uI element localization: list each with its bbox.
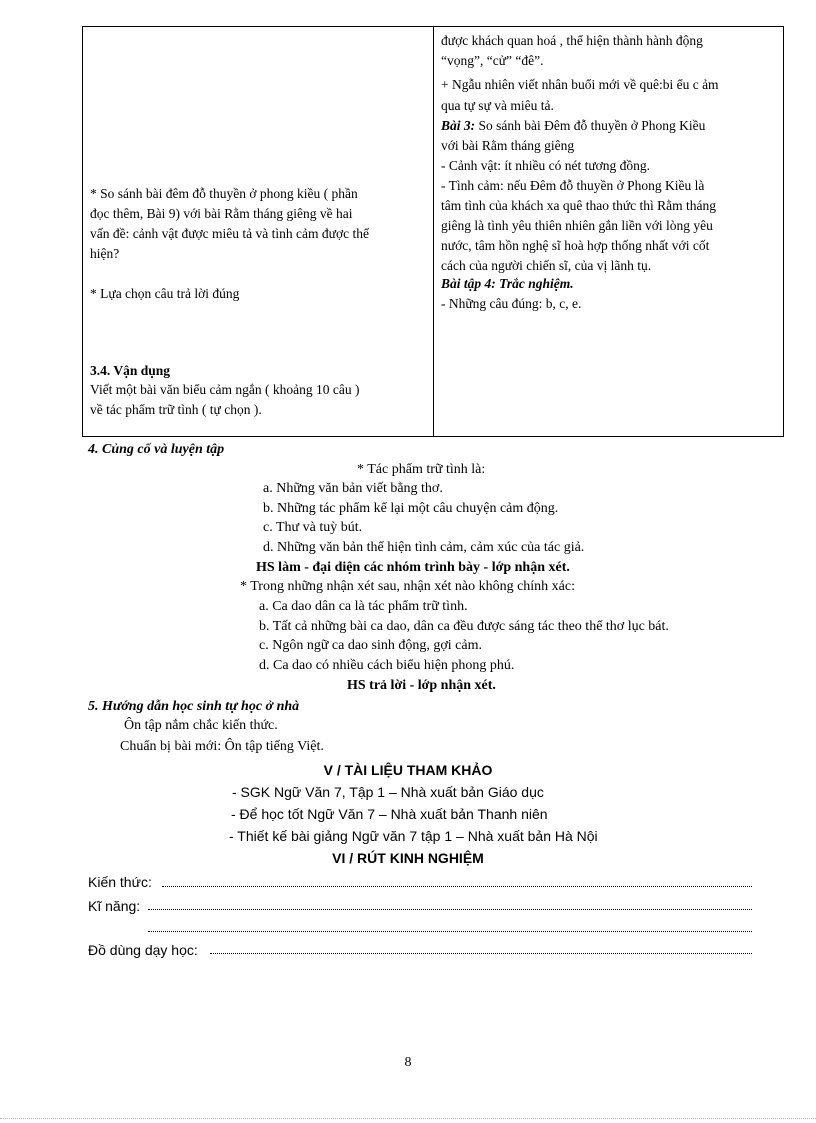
q2-option-d: d. Ca dao có nhiều cách biểu hiện phong phú. <box>259 658 515 673</box>
q2-option-a: a. Ca dao dân ca là tác phẩm trữ tình. <box>259 599 468 614</box>
experience-title: VI / RÚT KINH NGHIỆM <box>332 850 484 866</box>
q1-option-c: c. Thư và tuỳ bút. <box>263 520 363 535</box>
right-mid-line-6: nước, tâm hồn nghệ sĩ hoà hợp thống nhất với cốt <box>441 238 710 253</box>
right-line-4: qua tự sự và miêu tả. <box>441 98 554 113</box>
q1-option-a: a. Những văn bản viết bằng thơ. <box>263 481 443 496</box>
q2-option-b: b. Tất cả những bài ca dao, dân ca đều được sáng tác theo thể thơ lục bát. <box>259 619 669 634</box>
knowledge-label: Kiến thức: <box>88 874 152 890</box>
section-5-line-1: Ôn tập nắm chắc kiến thức. <box>124 718 278 733</box>
q1-note: HS làm - đại diện các nhóm trình bày - lớp nhận xét. <box>256 560 570 575</box>
table-left-cell <box>83 27 434 437</box>
section-3-4-text-2: về tác phẩm trữ tình ( tự chọn ). <box>90 402 262 417</box>
choose-answer-text: * Lựa chọn câu trả lời đúng <box>90 286 240 301</box>
compare-question-line-2: đọc thêm, Bài 9) với bài Rằm tháng giêng về hai <box>90 206 353 221</box>
refs-title: V / TÀI LIỆU THAM KHẢO <box>323 762 493 778</box>
tools-label: Đồ dùng dạy học: <box>88 942 198 958</box>
compare-question-line-3: vấn đề: cảnh vật được miêu tả và tình cảm được thể <box>90 226 369 241</box>
q1-text: * Tác phẩm trữ tình là: <box>357 462 486 477</box>
section-5-line-2: Chuẩn bị bài mới: Ôn tập tiếng Việt. <box>120 739 324 754</box>
tools-dotted-line <box>210 953 752 954</box>
refs-item-1: - SGK Ngữ Văn 7, Tập 1 – Nhà xuất bản Giáo dục <box>232 784 544 800</box>
q1-option-d: d. Những văn bản thể hiện tình cảm, cảm xúc của tác giả. <box>263 540 585 555</box>
page-number: 8 <box>404 1055 412 1070</box>
compare-question-line-4: hiện? <box>90 246 120 261</box>
right-line-3: + Ngẫu nhiên viết nhân buổi mới về quê:bi ểu c ảm <box>441 77 719 92</box>
knowledge-dotted-line <box>162 886 752 887</box>
table-right-cell <box>434 27 784 437</box>
refs-item-3: - Thiết kế bài giảng Ngữ văn 7 tập 1 – Nhà xuất bản Hà Nội <box>229 828 598 844</box>
compare-question-line-1: * So sánh bài đêm đỗ thuyền ở phong kiều ( phần <box>90 186 358 201</box>
right-mid-line-7: cách của người chiến sĩ, của vị lãnh tụ. <box>441 258 652 273</box>
right-mid-line-3: - Tình cảm: nếu Đêm đỗ thuyền ở Phong Kiều là <box>441 178 705 193</box>
page-bottom-border <box>0 1118 816 1119</box>
bai4-label: Bài tập 4: Trắc nghiệm. <box>441 276 574 291</box>
q2-option-c: c. Ngôn ngữ ca dao sinh động, gợi cảm. <box>259 638 483 653</box>
q1-option-b: b. Những tác phẩm kể lại một câu chuyện cảm động. <box>263 501 559 516</box>
bai3-label: Bài 3: <box>441 118 476 133</box>
bai3-text: So sánh bài Đêm đỗ thuyền ở Phong Kiều <box>475 118 706 133</box>
right-mid-line-2: - Cảnh vật: ít nhiều có nét tương đồng. <box>441 158 651 173</box>
right-line-2: “vọng”, “cử” “đê”. <box>441 53 544 68</box>
section-5-title: 5. Hướng dẫn học sinh tự học ở nhà <box>88 699 300 714</box>
right-mid-line-1: với bài Rằm tháng giêng <box>441 138 575 153</box>
right-mid-line-4: tâm tình của khách xa quê thao thức thì Rằm tháng <box>441 198 716 213</box>
bai3-line <box>441 116 705 136</box>
refs-item-2: - Để học tốt Ngữ Văn 7 – Nhà xuất bản Thanh niên <box>231 806 548 822</box>
section-4-title: 4. Củng cố và luyện tập <box>88 442 225 457</box>
skills-label: Kĩ năng: <box>88 898 141 914</box>
q2-text: * Trong những nhận xét sau, nhận xét nào không chính xác: <box>240 579 575 594</box>
skills-dotted-line-1 <box>148 909 752 910</box>
right-mid-line-5: giêng là tình yêu thiên nhiên gắn liền với lòng yêu <box>441 218 713 233</box>
section-3-4-title: 3.4. Vận dụng <box>90 363 171 378</box>
section-3-4-text-1: Viết một bài văn biểu cảm ngắn ( khoảng 10 câu ) <box>90 382 360 397</box>
skills-dotted-line-2 <box>148 931 752 932</box>
lesson-table <box>82 26 784 437</box>
q2-note: HS trả lời - lớp nhận xét. <box>347 678 496 693</box>
bai4-answer: - Những câu đúng: b, c, e. <box>441 296 582 311</box>
right-line-1: được khách quan hoá , thể hiện thành hành động <box>441 33 703 48</box>
